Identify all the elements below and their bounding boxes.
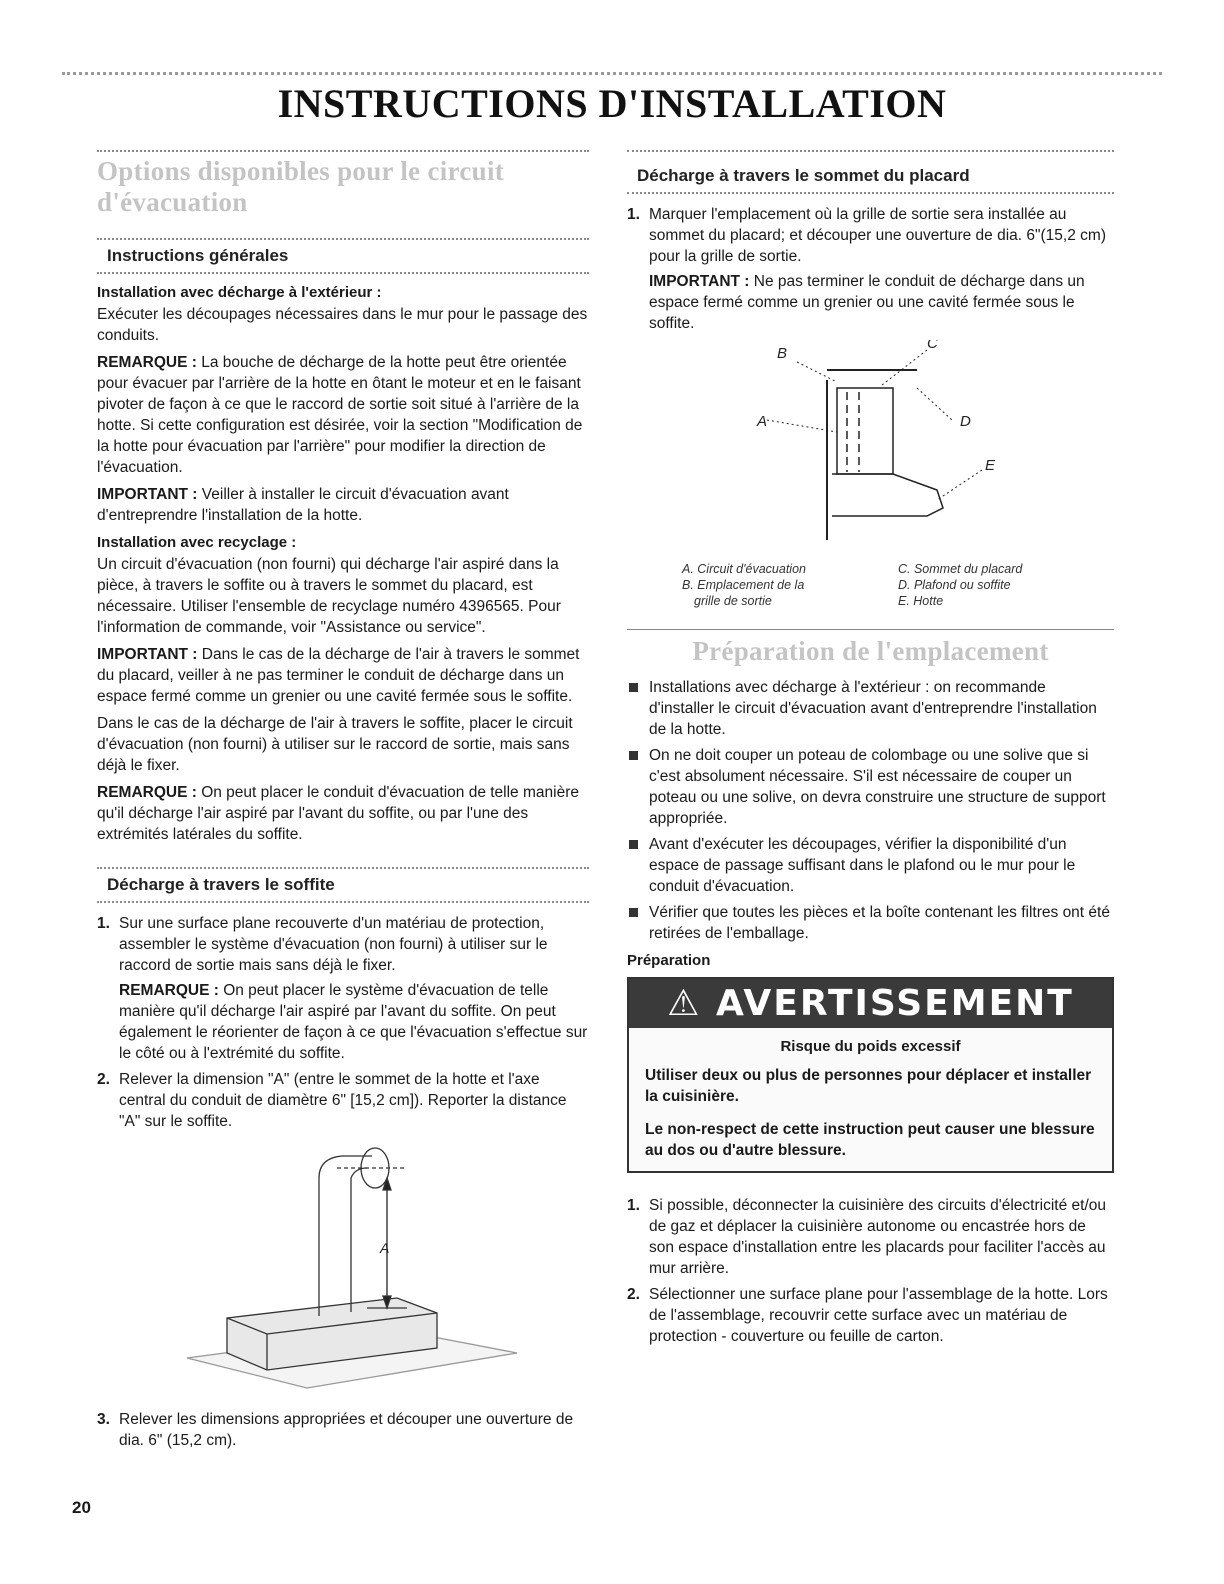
page-number: 20 <box>72 1498 91 1517</box>
subsection-title-cabinet: Décharge à travers le sommet du placard <box>637 166 970 185</box>
square-bullet-icon <box>629 683 638 692</box>
note-paragraph <box>97 352 589 478</box>
square-bullet-icon <box>629 751 638 760</box>
list-item <box>627 745 1114 829</box>
warning-box <box>627 977 1114 1173</box>
step-text: Marquer l'emplacement où la grille de sortie sera installée au sommet du placard; et découper une ouverture de dia. 6"(15,2 cm) pour la grille de sortie. <box>649 206 1106 265</box>
paragraph: Exécuter les découpages nécessaires dans le mur pour le passage des conduits. <box>97 306 588 344</box>
legend-item-e: E. Hotte <box>898 594 944 608</box>
cabinet-top-illustration <box>627 340 1114 550</box>
step-text: Sélectionner une surface plane pour l'assemblage de la hotte. Lors de l'assemblage, recouvrir cette surface avec un matériau de protection - couverture ou feuille de carton. <box>649 1286 1108 1345</box>
leader-b <box>797 362 837 382</box>
important-label: IMPORTANT : <box>649 273 750 290</box>
important-text: Dans le cas de la décharge de l'air à travers le sommet du placard, veiller à ne pas terminer le conduit de décharge dans un espace fermé comme un grenier ou une cavité fermée sous le soffite. <box>97 646 580 705</box>
legend-item-b-cont: grille de sortie <box>694 594 772 608</box>
step-text: Relever les dimensions appropriées et découper une ouverture de dia. 6" (15,2 cm). <box>119 1411 574 1449</box>
bullet-text: Installations avec décharge à l'extérieur : on recommande d'installer le circuit d'évacuation avant d'entreprendre l'installation de la hotte. <box>649 679 1097 738</box>
figure-label-e: E <box>985 457 996 474</box>
important-paragraph <box>649 271 1114 334</box>
figure-legend <box>682 561 1114 609</box>
note-label: REMARQUE : <box>97 784 197 801</box>
cabinet-figure <box>627 340 1114 555</box>
subsection-title-general: Instructions générales <box>107 246 289 265</box>
leader-e <box>937 470 982 500</box>
legend-item-b: B. Emplacement de la <box>682 578 805 592</box>
duct-elbow <box>319 1156 372 1178</box>
step-text: Sur une surface plane recouverte d'un matériau de protection, assembler le système d'évacuation (non fourni) à utiliser sur le raccord de sortie mais sans déjà le fixer. <box>119 915 548 974</box>
figure-label-a: A <box>757 413 768 430</box>
warning-banner-text: AVERTISSEMENT <box>715 983 1074 1024</box>
bullet-text: On ne doit couper un poteau de colombage ou une solive que si c'est absolument nécessaire. S'il est nécessaire de couper un poteau ou une solive, on devra construire une structure de support appropriée. <box>649 747 1106 827</box>
note-paragraph <box>97 782 589 845</box>
leader-c <box>882 350 927 385</box>
legend-item-c: C. Sommet du placard <box>898 562 1023 576</box>
list-item <box>627 834 1114 897</box>
vertical-duct <box>319 1178 351 1316</box>
subsection-rule <box>97 867 589 869</box>
subsection-title-soffit: Décharge à travers le soffite <box>107 875 335 894</box>
list-item <box>97 913 589 1064</box>
soffit-steps <box>97 913 589 1132</box>
warning-title: Risque du poids excessif <box>780 1038 961 1055</box>
note-text: On peut placer le système d'évacuation de telle manière qu'il décharge l'air aspiré par l'avant du soffite. On peut également le réorienter de façon à ce que l'évacuation s'effectue sur le côté ou à l'extrémité du soffite. <box>119 982 588 1062</box>
note-text: On peut placer le conduit d'évacuation de telle manière qu'il décharge l'air aspiré par l'avant du soffite, ou par l'une des extrémités latérales du soffite. <box>97 784 579 843</box>
list-item <box>97 1409 589 1451</box>
recycle-install-heading: Installation avec recyclage : <box>97 534 297 551</box>
cabinet-steps <box>627 204 1114 334</box>
square-bullet-icon <box>629 840 638 849</box>
important-text: Veiller à installer le circuit d'évacuation avant d'entreprendre l'installation de la hotte. <box>97 486 509 524</box>
important-label: IMPORTANT : <box>97 646 198 663</box>
section-rule <box>627 629 1114 630</box>
legend-column <box>682 561 898 609</box>
soffit-figure <box>97 1138 589 1403</box>
left-column <box>97 150 589 1456</box>
prep-subheading: Préparation <box>627 952 711 969</box>
section-rule <box>97 150 589 152</box>
duct-rectangle <box>837 388 893 474</box>
legend-item-a: A. Circuit d'évacuation <box>682 562 806 576</box>
list-item <box>627 1195 1114 1279</box>
subsection-rule <box>627 192 1114 194</box>
step-number: 2. <box>97 1071 110 1088</box>
note-text: La bouche de décharge de la hotte peut être orientée pour évacuer par l'arrière de la hotte en ôtant le moteur et en le faisant pivoter de façon à ce que le raccord de sortie soit situé à l'arrière de la hotte. Si cette configuration est désirée, voir la section "Modification de la hotte pour évacuation par l'arrière" pour modifier la direction de l'évacuation. <box>97 354 583 476</box>
list-item <box>627 1284 1114 1347</box>
figure-label-b: B <box>777 345 788 362</box>
important-text: Ne pas terminer le conduit de décharge dans un espace fermé comme un grenier ou une cavité fermée sous le soffite. <box>649 273 1085 332</box>
note-label: REMARQUE : <box>97 354 197 371</box>
step-text: Relever la dimension "A" (entre le sommet de la hotte et l'axe central du conduit de diamètre 6" [15,2 cm]). Reporter la distance "A" sur le soffite. <box>119 1071 567 1130</box>
warning-body <box>629 1028 1112 1171</box>
figure-label-c: C <box>927 340 938 352</box>
soffit-steps-continued <box>97 1409 589 1451</box>
hood-outline <box>832 474 943 516</box>
prep-steps <box>627 1195 1114 1347</box>
right-column <box>627 150 1114 1352</box>
important-paragraph <box>97 484 589 526</box>
step-number: 1. <box>627 1197 640 1214</box>
subsection-rule <box>97 272 589 274</box>
figure-label-d: D <box>960 413 971 430</box>
list-item <box>627 204 1114 334</box>
paragraph: Un circuit d'évacuation (non fourni) qui décharge l'air aspiré dans la pièce, à travers le soffite ou à travers le sommet du placard, est nécessaire. Utiliser l'ensemble de recyclage numéro 4396565. Pour l'information de commande, voir "Assistance ou service". <box>97 556 561 636</box>
list-item <box>97 1069 589 1132</box>
important-label: IMPORTANT : <box>97 486 198 503</box>
section-title-prep: Préparation de l'emplacement <box>692 636 1049 666</box>
top-dotted-rule <box>62 72 1162 75</box>
warning-banner <box>629 979 1112 1028</box>
note-paragraph <box>119 980 589 1064</box>
step-number: 3. <box>97 1411 110 1428</box>
leader-d <box>917 388 952 420</box>
list-item <box>627 902 1114 944</box>
step-number: 1. <box>97 915 110 932</box>
list-item <box>627 677 1114 740</box>
page-title: INSTRUCTIONS D'INSTALLATION <box>277 81 947 126</box>
warning-line: Utiliser deux ou plus de personnes pour déplacer et installer la cuisinière. <box>645 1067 1092 1105</box>
figure-label-a: A <box>380 1240 390 1256</box>
bullet-text: Avant d'exécuter les découpages, vérifier la disponibilité d'un espace de passage suffisant dans le plafond ou le mur pour le conduit d'évacuation. <box>649 836 1076 895</box>
subsection-rule <box>97 901 589 903</box>
square-bullet-icon <box>629 908 638 917</box>
legend-item-d: D. Plafond ou soffite <box>898 578 1011 592</box>
warning-triangle-icon: ⚠ <box>667 983 702 1024</box>
bullet-text: Vérifier que toutes les pièces et la boîte contenant les filtres ont été retirées de l'emballage. <box>649 904 1110 942</box>
subsection-rule <box>627 150 1114 152</box>
prep-bullets <box>627 677 1114 944</box>
section-title-options: Options disponibles pour le circuit d'évacuation <box>97 156 505 217</box>
paragraph: Dans le cas de la décharge de l'air à travers le soffite, placer le circuit d'évacuation (non fourni) à utiliser sur le raccord de sortie, mais sans déjà le fixer. <box>97 715 573 774</box>
step-number: 2. <box>627 1286 640 1303</box>
warning-line: Le non-respect de cette instruction peut causer une blessure au dos ou d'autre blessure. <box>645 1121 1095 1159</box>
important-paragraph <box>97 644 589 707</box>
subsection-rule <box>97 238 589 240</box>
hood-soffit-illustration <box>97 1138 589 1398</box>
legend-column <box>898 561 1114 609</box>
step-text: Si possible, déconnecter la cuisinière des circuits d'électricité et/ou de gaz et déplacer la cuisinière autonome ou encastrée hors de son espace d'installation entre les placards pour faciliter l'accès au mur arrière. <box>649 1197 1106 1277</box>
step-number: 1. <box>627 206 640 223</box>
note-label: REMARQUE : <box>119 982 219 999</box>
outside-install-heading: Installation avec décharge à l'extérieur : <box>97 284 382 301</box>
